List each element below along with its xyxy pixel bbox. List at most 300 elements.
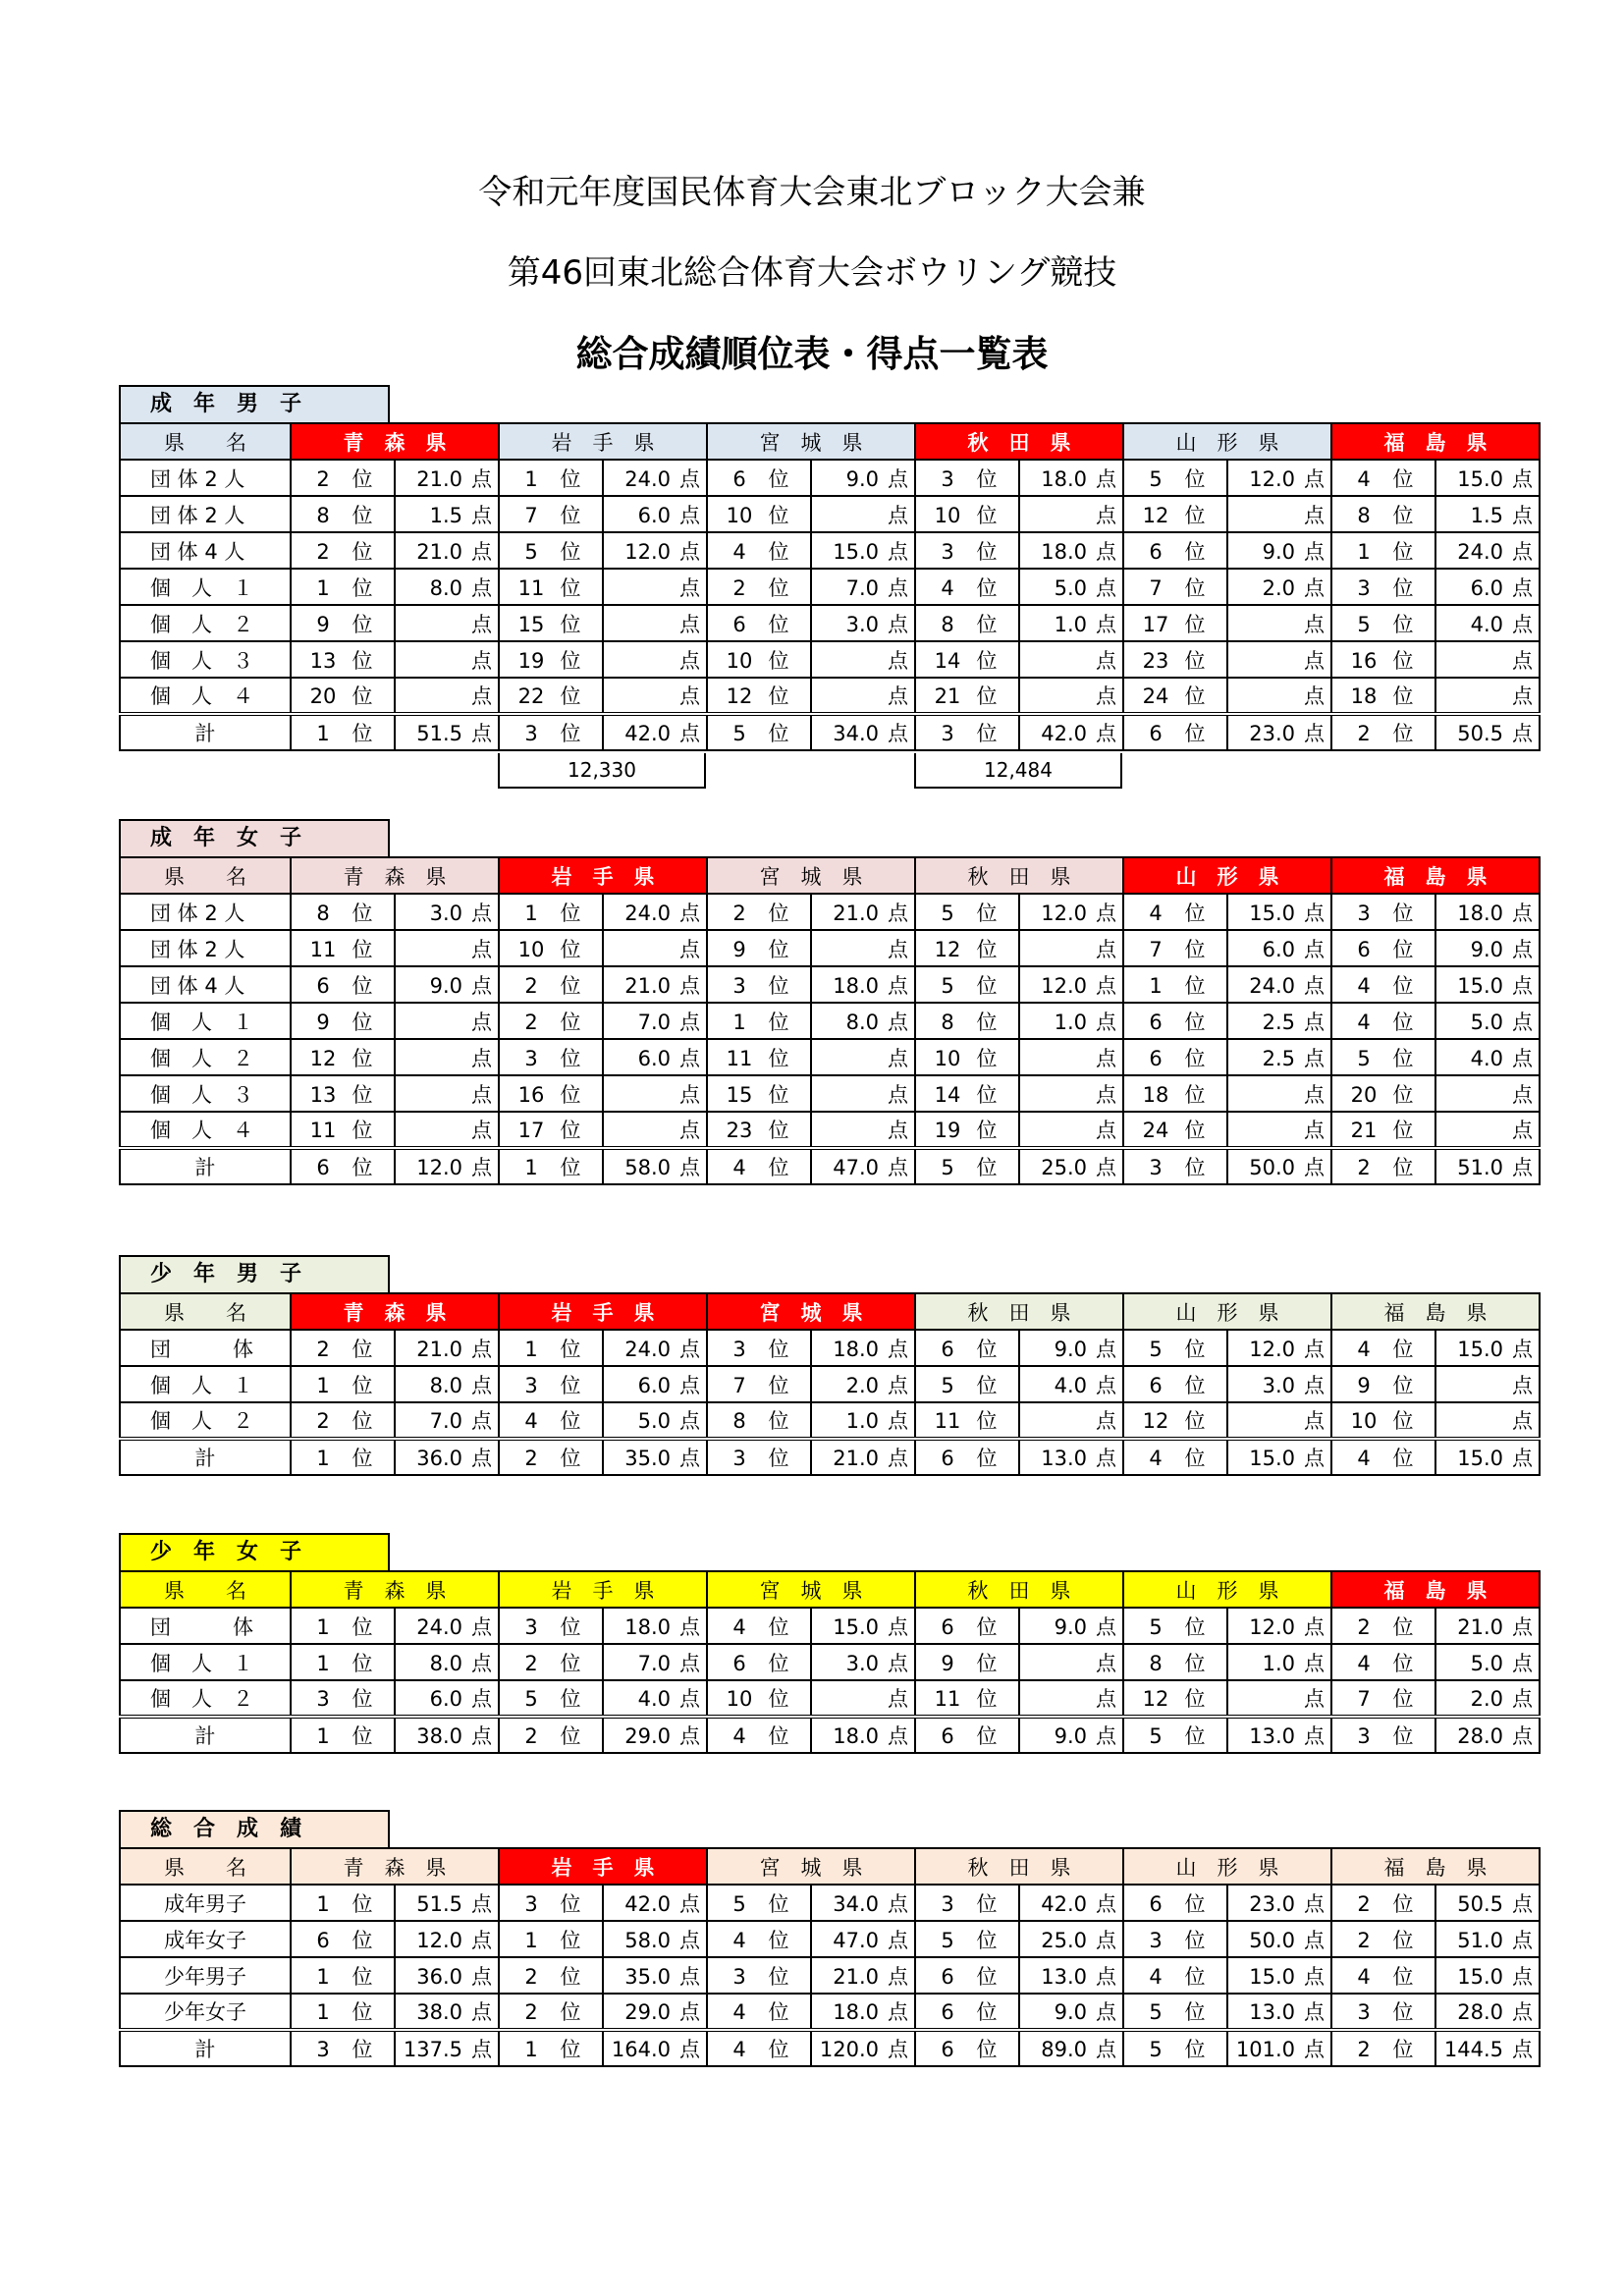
rank-unit: 位 — [768, 1964, 789, 1989]
points-value: 12.0 — [416, 1928, 462, 1952]
points-value: 50.5 — [1457, 722, 1503, 745]
category-label: 団 体 2 人 — [120, 496, 291, 532]
rank-unit: 位 — [560, 1046, 581, 1070]
rank-cell — [499, 930, 603, 966]
points-unit: 点 — [888, 973, 908, 998]
header-row — [120, 857, 1540, 894]
rank-unit: 位 — [976, 684, 998, 708]
rank-unit: 位 — [976, 1409, 998, 1433]
rank-value: 5 — [1149, 466, 1163, 491]
rank-value: 11 — [934, 1409, 961, 1433]
rank-value: 10 — [517, 937, 545, 961]
points-unit: 点 — [1304, 2038, 1325, 2061]
points-cell — [603, 1957, 707, 1994]
rank-unit: 位 — [1392, 1891, 1414, 1916]
points-cell — [603, 605, 707, 641]
points-unit: 点 — [679, 1046, 700, 1070]
points-unit: 点 — [1512, 1373, 1533, 1397]
points-cell — [1227, 714, 1331, 750]
rank-value: 1 — [1357, 539, 1371, 564]
category-label: 団 体 4 人 — [120, 532, 291, 569]
rank-cell — [1123, 1957, 1227, 1994]
points-value: 21.0 — [833, 901, 879, 925]
rank-value: 19 — [934, 1119, 961, 1142]
points-unit: 点 — [1512, 1964, 1533, 1989]
rank-value: 8 — [316, 901, 330, 925]
rank-value: 24 — [1142, 684, 1169, 708]
rank-cell — [915, 714, 1019, 750]
points-cell — [811, 1402, 915, 1439]
points-value: 47.0 — [833, 1156, 879, 1179]
points-unit: 点 — [471, 1409, 492, 1433]
points-cell — [1227, 460, 1331, 496]
points-unit: 点 — [888, 539, 908, 564]
rank-unit: 位 — [1392, 973, 1414, 998]
points-unit: 点 — [1096, 901, 1116, 925]
points-cell — [1019, 1039, 1123, 1075]
points-cell — [1019, 1003, 1123, 1039]
points-cell — [1227, 532, 1331, 569]
table-row — [120, 1885, 1540, 1921]
points-unit: 点 — [679, 1928, 700, 1952]
rank-value: 3 — [1357, 1724, 1371, 1748]
rank-unit: 位 — [976, 901, 998, 925]
rank-unit: 位 — [560, 1119, 581, 1142]
points-cell — [1227, 2030, 1331, 2066]
points-value: 42.0 — [624, 1891, 671, 1916]
rank-cell — [291, 1885, 395, 1921]
rank-cell — [291, 1608, 395, 1644]
rank-value: 14 — [934, 648, 961, 673]
rank-cell — [1331, 714, 1435, 750]
points-value: 51.0 — [1457, 1928, 1503, 1952]
rank-unit: 位 — [768, 1337, 789, 1361]
section-label: 少 年 男 子 — [119, 1255, 390, 1292]
points-value: 23.0 — [1249, 722, 1295, 745]
points-value: 5.0 — [1470, 1010, 1503, 1034]
points-unit: 点 — [1512, 466, 1533, 491]
points-unit: 点 — [1304, 1928, 1325, 1952]
category-label: 個 人 ３ — [120, 641, 291, 678]
rank-unit: 位 — [976, 722, 998, 745]
rank-value: 6 — [316, 1928, 330, 1952]
points-unit: 点 — [471, 2000, 492, 2024]
points-value: 7.0 — [429, 1409, 462, 1433]
points-unit: 点 — [888, 612, 908, 636]
points-cell — [395, 641, 499, 678]
header-prefecture-label: 県 名 — [120, 1293, 291, 1330]
points-value: 50.0 — [1249, 1928, 1295, 1952]
rank-unit: 位 — [560, 1010, 581, 1034]
points-cell — [1227, 1075, 1331, 1112]
rank-value: 2 — [1357, 722, 1371, 745]
points-value: 4.0 — [1470, 612, 1503, 636]
points-unit: 点 — [1304, 1409, 1325, 1433]
rank-cell — [291, 678, 395, 714]
header-prefecture: 福 島 県 — [1331, 423, 1540, 460]
points-unit: 点 — [888, 503, 908, 527]
rank-unit: 位 — [560, 684, 581, 708]
rank-value: 8 — [1149, 1651, 1163, 1675]
rank-cell — [707, 1644, 811, 1680]
rank-cell — [499, 1075, 603, 1112]
points-cell — [1019, 1644, 1123, 1680]
category-label: 個 人 ２ — [120, 605, 291, 641]
points-cell — [395, 1608, 499, 1644]
points-value: 34.0 — [833, 1891, 879, 1916]
points-unit: 点 — [1304, 612, 1325, 636]
rank-unit: 位 — [352, 1119, 373, 1142]
points-cell — [1435, 1330, 1540, 1366]
points-value: 164.0 — [611, 2038, 671, 2061]
rank-unit: 位 — [352, 2038, 373, 2061]
points-cell — [1435, 1075, 1540, 1112]
rank-unit: 位 — [976, 466, 998, 491]
points-unit: 点 — [679, 1614, 700, 1639]
header-prefecture: 岩 手 県 — [499, 1571, 707, 1608]
rank-cell — [707, 569, 811, 605]
rank-unit: 位 — [352, 575, 373, 600]
points-value: 15.0 — [833, 539, 879, 564]
total-row — [120, 714, 1540, 750]
points-unit: 点 — [888, 1447, 908, 1470]
points-unit: 点 — [1096, 1964, 1116, 1989]
points-unit: 点 — [888, 1119, 908, 1142]
rank-unit: 位 — [976, 1928, 998, 1952]
rank-value: 6 — [1149, 1373, 1163, 1397]
points-cell — [1227, 605, 1331, 641]
rank-unit: 位 — [352, 1891, 373, 1916]
rank-unit: 位 — [1184, 1337, 1206, 1361]
points-value: 9.0 — [429, 973, 462, 998]
results-table — [119, 422, 1541, 751]
rank-cell — [1331, 1644, 1435, 1680]
rank-cell — [707, 894, 811, 930]
rank-cell — [291, 1680, 395, 1717]
points-value: 51.5 — [416, 722, 462, 745]
table-row — [120, 641, 1540, 678]
points-unit: 点 — [1096, 575, 1116, 600]
rank-cell — [1331, 1717, 1435, 1753]
rank-cell — [291, 496, 395, 532]
points-value: 47.0 — [833, 1928, 879, 1952]
points-unit: 点 — [888, 648, 908, 673]
points-value: 9.0 — [1054, 2000, 1087, 2024]
rank-cell — [707, 605, 811, 641]
points-cell — [811, 532, 915, 569]
points-cell — [1227, 1148, 1331, 1184]
rank-value: 6 — [1357, 937, 1371, 961]
points-unit: 点 — [888, 901, 908, 925]
category-label: 個 人 １ — [120, 569, 291, 605]
rank-value: 4 — [1149, 1964, 1163, 1989]
points-cell — [1435, 1644, 1540, 1680]
rank-cell — [915, 1075, 1019, 1112]
rank-unit: 位 — [976, 2000, 998, 2024]
points-unit: 点 — [888, 1409, 908, 1433]
points-value: 18.0 — [833, 1337, 879, 1361]
points-value: 5.0 — [1470, 1651, 1503, 1675]
rank-cell — [499, 1957, 603, 1994]
header-prefecture: 宮 城 県 — [707, 423, 915, 460]
points-cell — [811, 460, 915, 496]
points-cell — [395, 1402, 499, 1439]
points-cell — [1227, 1680, 1331, 1717]
points-cell — [1019, 1717, 1123, 1753]
rank-cell — [1331, 1003, 1435, 1039]
points-unit: 点 — [471, 1891, 492, 1916]
points-cell — [395, 2030, 499, 2066]
points-unit: 点 — [888, 575, 908, 600]
rank-cell — [1123, 1003, 1227, 1039]
rank-unit: 位 — [352, 612, 373, 636]
points-cell — [1019, 1148, 1123, 1184]
header-prefecture: 秋 田 県 — [915, 1848, 1123, 1885]
points-unit: 点 — [679, 1724, 700, 1748]
points-cell — [1019, 460, 1123, 496]
points-unit: 点 — [1512, 1447, 1533, 1470]
header-prefecture: 福 島 県 — [1331, 1571, 1540, 1608]
points-value: 24.0 — [624, 466, 671, 491]
rank-value: 6 — [1149, 1046, 1163, 1070]
rank-unit: 位 — [560, 1409, 581, 1433]
rank-cell — [499, 532, 603, 569]
rank-cell — [499, 678, 603, 714]
rank-unit: 位 — [768, 1156, 789, 1179]
rank-cell — [291, 1112, 395, 1148]
points-cell — [603, 1994, 707, 2030]
points-value: 15.0 — [1457, 466, 1503, 491]
rank-unit: 位 — [768, 901, 789, 925]
points-value: 38.0 — [416, 1724, 462, 1748]
points-value: 21.0 — [416, 1337, 462, 1361]
rank-unit: 位 — [1184, 1447, 1206, 1470]
points-cell — [1019, 678, 1123, 714]
points-cell — [1019, 569, 1123, 605]
points-cell — [1227, 1439, 1331, 1475]
rank-value: 3 — [1357, 901, 1371, 925]
points-unit: 点 — [471, 1010, 492, 1034]
rank-cell — [291, 1957, 395, 1994]
rank-cell — [707, 1039, 811, 1075]
points-cell — [603, 1439, 707, 1475]
rank-cell — [291, 930, 395, 966]
rank-value: 1 — [524, 2038, 538, 2061]
rank-value: 12 — [726, 684, 753, 708]
rank-value: 4 — [1357, 1447, 1371, 1470]
points-value: 1.0 — [845, 1409, 879, 1433]
points-unit: 点 — [1096, 684, 1116, 708]
rank-value: 20 — [309, 684, 337, 708]
rank-value: 4 — [1357, 1651, 1371, 1675]
rank-cell — [1123, 569, 1227, 605]
rank-value: 17 — [517, 1119, 545, 1142]
points-unit: 点 — [471, 684, 492, 708]
rank-unit: 位 — [560, 2000, 581, 2024]
rank-value: 10 — [934, 503, 961, 527]
rank-unit: 位 — [1392, 1156, 1414, 1179]
title-main: 総合成績順位表・得点一覧表 — [575, 333, 1049, 375]
points-cell — [395, 496, 499, 532]
points-value: 42.0 — [624, 722, 671, 745]
rank-cell — [1123, 1608, 1227, 1644]
points-unit: 点 — [471, 612, 492, 636]
points-cell — [1227, 1957, 1331, 1994]
points-value: 2.5 — [1262, 1046, 1295, 1070]
rank-value: 7 — [732, 1373, 746, 1397]
rank-value: 4 — [941, 575, 954, 600]
rank-unit: 位 — [352, 503, 373, 527]
rank-unit: 位 — [352, 1928, 373, 1952]
rank-value: 6 — [941, 1724, 954, 1748]
rank-cell — [1331, 1148, 1435, 1184]
rank-unit: 位 — [1184, 466, 1206, 491]
rank-value: 6 — [732, 466, 746, 491]
points-unit: 点 — [1512, 1337, 1533, 1361]
rank-value: 2 — [524, 1447, 538, 1470]
points-unit: 点 — [1512, 937, 1533, 961]
category-label: 団 体 2 人 — [120, 930, 291, 966]
points-value: 24.0 — [624, 1337, 671, 1361]
points-value: 120.0 — [819, 2038, 879, 2061]
rank-unit: 位 — [560, 503, 581, 527]
rank-cell — [707, 966, 811, 1003]
points-value: 4.0 — [1054, 1373, 1087, 1397]
rank-value: 2 — [524, 1724, 538, 1748]
rank-value: 13 — [309, 1082, 337, 1107]
points-cell — [1227, 1644, 1331, 1680]
points-cell — [1019, 1921, 1123, 1957]
rank-cell — [291, 1439, 395, 1475]
rank-cell — [707, 1439, 811, 1475]
rank-cell — [291, 714, 395, 750]
rank-value: 2 — [732, 901, 746, 925]
rank-value: 1 — [316, 722, 330, 745]
rank-unit: 位 — [768, 1082, 789, 1107]
table-row — [120, 460, 1540, 496]
rank-unit: 位 — [352, 1724, 373, 1748]
points-cell — [1435, 1957, 1540, 1994]
rank-unit: 位 — [976, 1614, 998, 1639]
rank-cell — [499, 1330, 603, 1366]
rank-unit: 位 — [1392, 1119, 1414, 1142]
rank-value: 1 — [524, 1337, 538, 1361]
rank-value: 1 — [316, 1373, 330, 1397]
rank-cell — [1331, 496, 1435, 532]
rank-cell — [1331, 930, 1435, 966]
rank-cell — [1123, 496, 1227, 532]
points-value: 21.0 — [624, 973, 671, 998]
header-prefecture: 青 森 県 — [291, 423, 499, 460]
table-row — [120, 1957, 1540, 1994]
points-value: 13.0 — [1041, 1964, 1087, 1989]
points-unit: 点 — [1304, 466, 1325, 491]
points-unit: 点 — [1304, 575, 1325, 600]
rank-cell — [1331, 1921, 1435, 1957]
rank-unit: 位 — [1184, 722, 1206, 745]
rank-unit: 位 — [1392, 1010, 1414, 1034]
points-cell — [603, 532, 707, 569]
points-cell — [1435, 1039, 1540, 1075]
points-value: 12.0 — [1041, 973, 1087, 998]
rank-value: 23 — [1142, 648, 1169, 673]
points-cell — [811, 1330, 915, 1366]
rank-cell — [499, 2030, 603, 2066]
points-cell — [395, 1148, 499, 1184]
rank-value: 11 — [934, 1687, 961, 1711]
rank-cell — [707, 1075, 811, 1112]
points-unit: 点 — [1304, 1651, 1325, 1675]
rank-value: 6 — [732, 1651, 746, 1675]
header-prefecture: 山 形 県 — [1123, 1293, 1331, 1330]
points-unit: 点 — [679, 539, 700, 564]
rank-value: 9 — [1357, 1373, 1371, 1397]
rank-unit: 位 — [352, 1447, 373, 1470]
points-cell — [395, 1644, 499, 1680]
rank-cell — [915, 2030, 1019, 2066]
points-value: 6.0 — [1470, 575, 1503, 600]
points-value: 18.0 — [1041, 466, 1087, 491]
points-value: 6.0 — [429, 1687, 462, 1711]
rank-unit: 位 — [1392, 2000, 1414, 2024]
points-value: 21.0 — [1457, 1614, 1503, 1639]
rank-value: 3 — [524, 1614, 538, 1639]
points-value: 24.0 — [1249, 973, 1295, 998]
rank-unit: 位 — [560, 1447, 581, 1470]
rank-unit: 位 — [768, 503, 789, 527]
results-table — [119, 1570, 1541, 1754]
rank-cell — [291, 1366, 395, 1402]
points-unit: 点 — [679, 2038, 700, 2061]
rank-value: 2 — [1357, 1614, 1371, 1639]
rank-cell — [291, 605, 395, 641]
points-value: 9.0 — [1054, 1724, 1087, 1748]
points-value: 5.0 — [1054, 575, 1087, 600]
points-cell — [811, 641, 915, 678]
rank-value: 23 — [726, 1119, 753, 1142]
rank-value: 3 — [1149, 1928, 1163, 1952]
rank-cell — [1123, 1039, 1227, 1075]
rank-cell — [707, 1112, 811, 1148]
header-prefecture: 山 形 県 — [1123, 857, 1331, 894]
points-cell — [1019, 930, 1123, 966]
points-unit: 点 — [679, 1651, 700, 1675]
rank-unit: 位 — [768, 684, 789, 708]
rank-value: 1 — [1149, 973, 1163, 998]
points-unit: 点 — [471, 1447, 492, 1470]
rank-value: 4 — [1357, 1010, 1371, 1034]
category-label: 個 人 １ — [120, 1003, 291, 1039]
points-unit: 点 — [1096, 1082, 1116, 1107]
points-unit: 点 — [471, 1046, 492, 1070]
points-unit: 点 — [1512, 2000, 1533, 2024]
rank-value: 2 — [524, 2000, 538, 2024]
rank-unit: 位 — [976, 648, 998, 673]
rank-cell — [499, 1885, 603, 1921]
rank-unit: 位 — [352, 1156, 373, 1179]
table-row — [120, 1680, 1540, 1717]
header-prefecture-label: 県 名 — [120, 1571, 291, 1608]
rank-unit: 位 — [1184, 1409, 1206, 1433]
points-cell — [1019, 532, 1123, 569]
category-label: 団 体 2 人 — [120, 460, 291, 496]
table-row — [120, 894, 1540, 930]
rank-value: 3 — [941, 539, 954, 564]
points-value: 18.0 — [833, 2000, 879, 2024]
points-unit: 点 — [1304, 684, 1325, 708]
points-unit: 点 — [471, 575, 492, 600]
rank-value: 2 — [316, 466, 330, 491]
